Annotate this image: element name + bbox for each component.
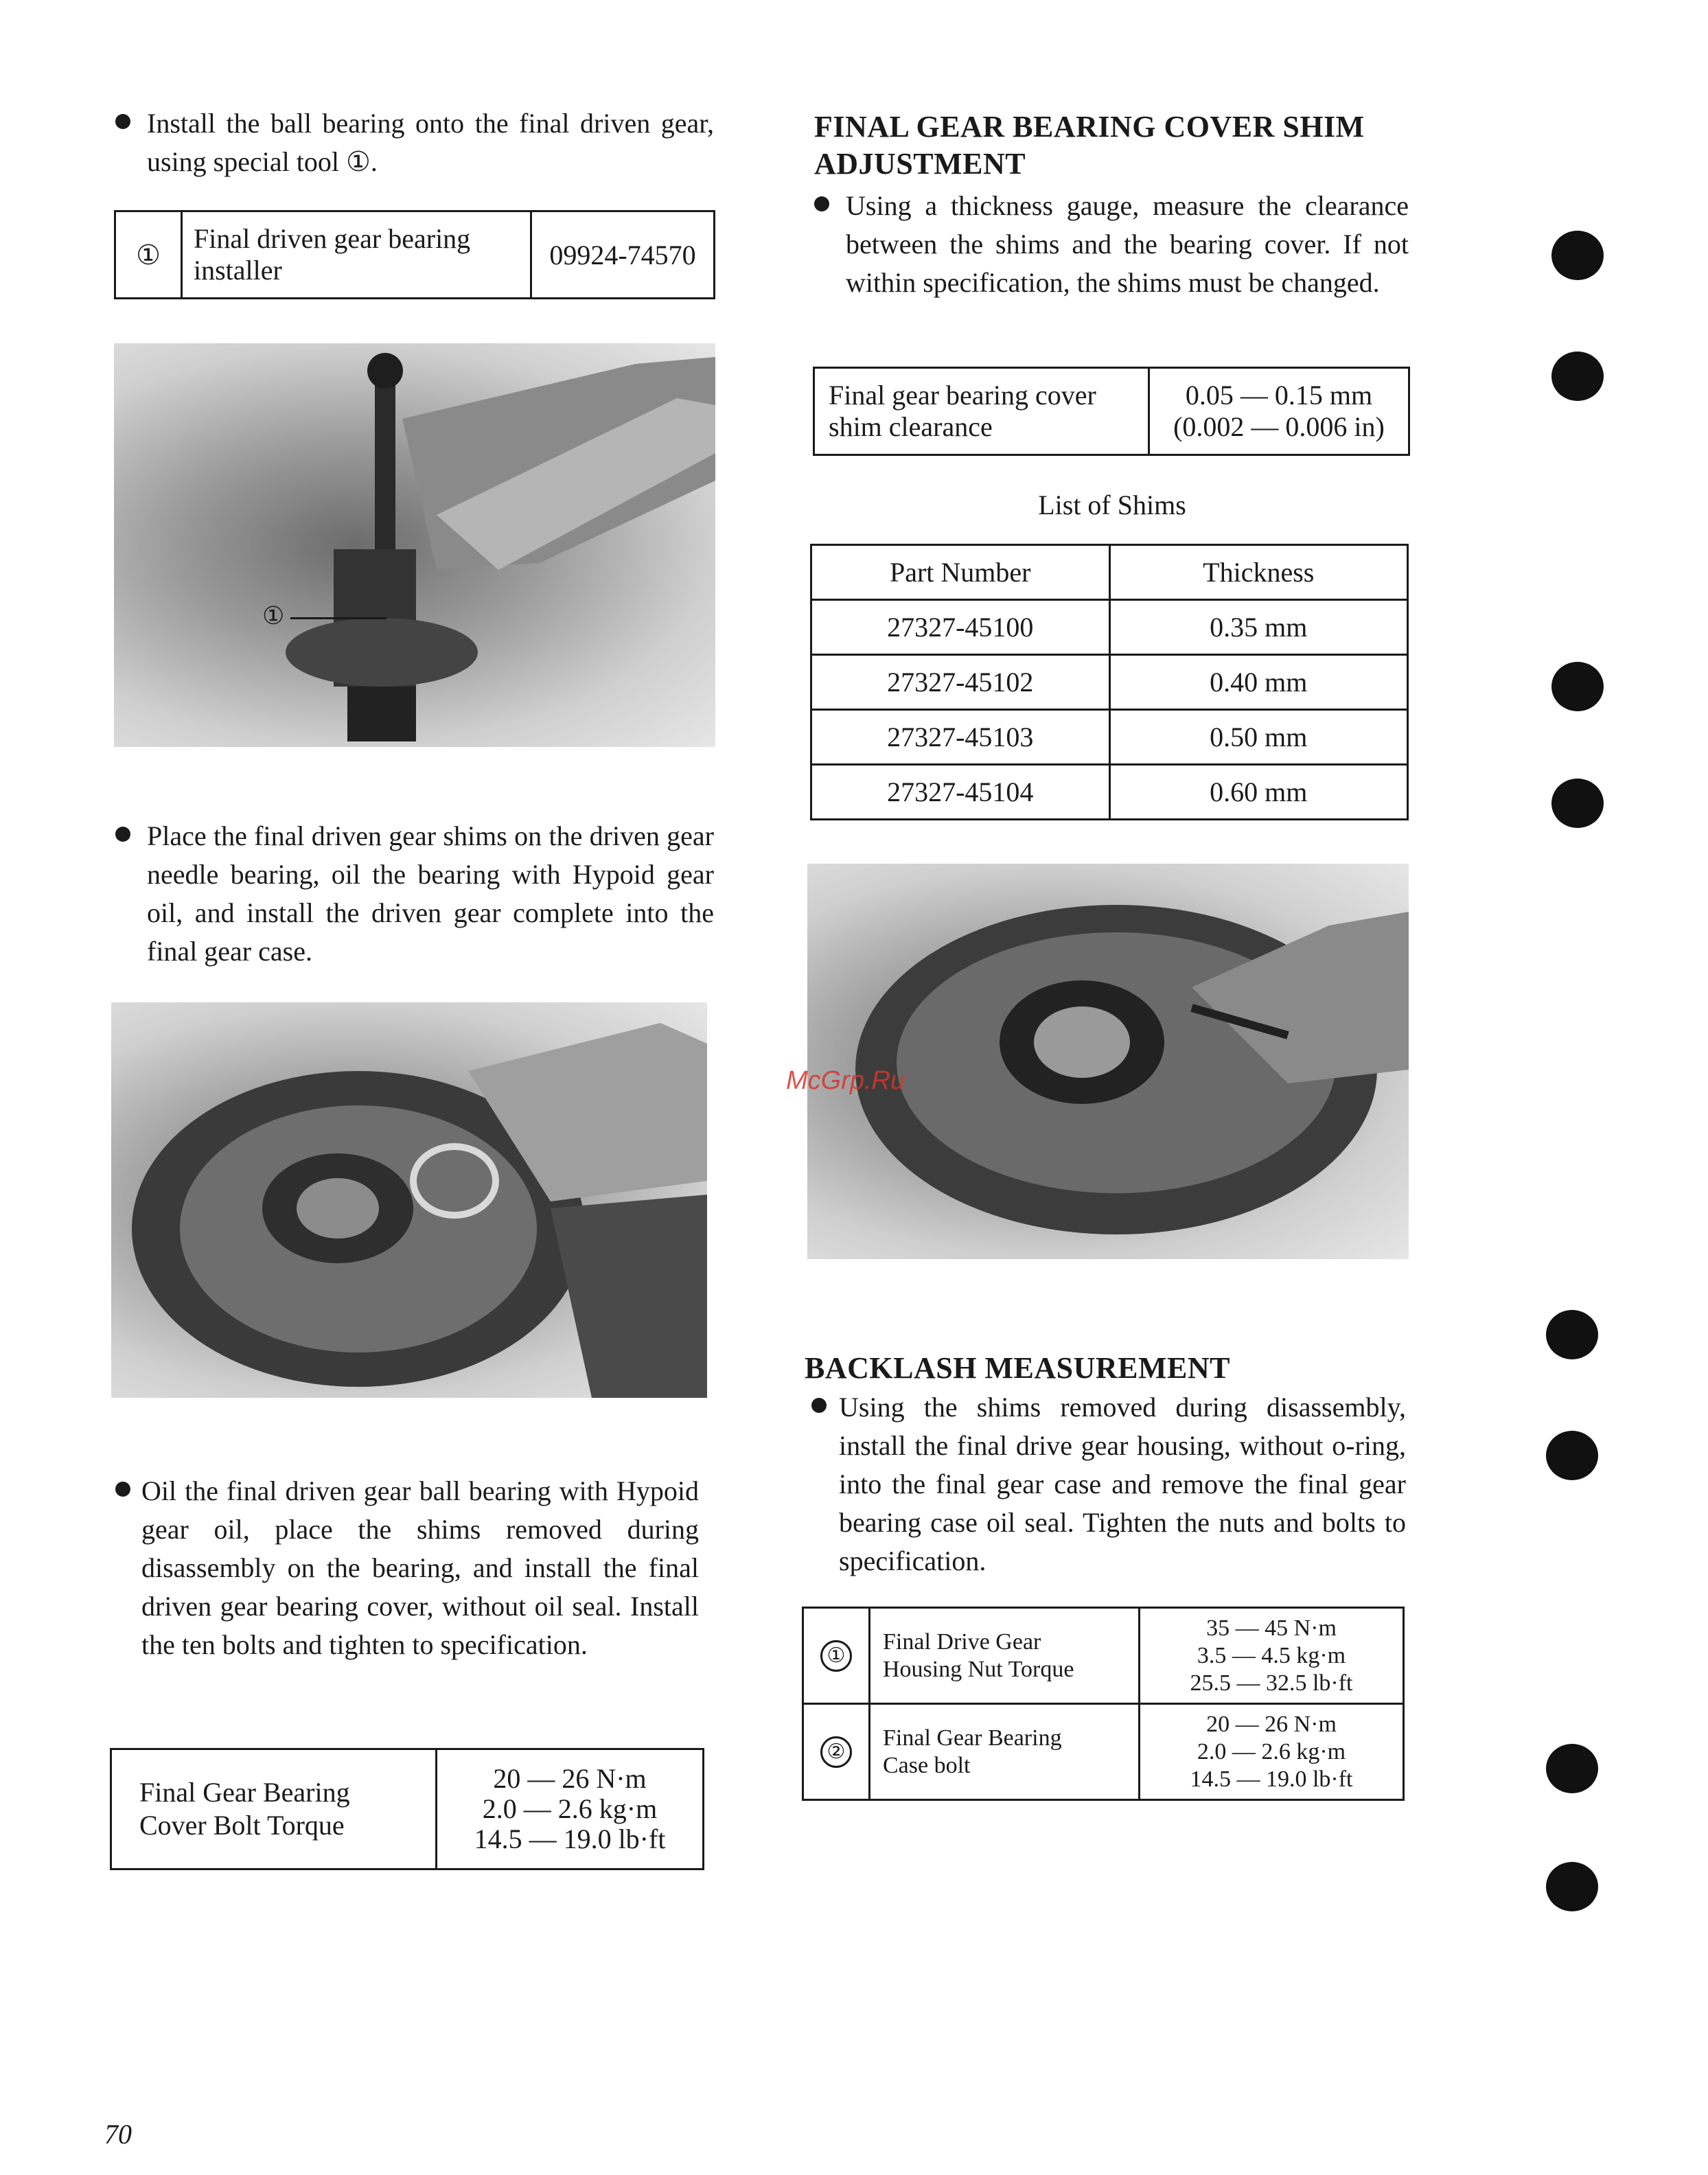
shims-table [810,544,1409,820]
backlash-torque-table [802,1607,1405,1801]
table-row [811,710,1408,765]
backlash-value-lbft: 14.5 — 19.0 lb·ft [1190,1766,1353,1792]
bullet-dot [814,196,829,211]
backlash-value-kgm: 3.5 — 4.5 kg·m [1197,1642,1346,1668]
shim-part: 27327-45104 [811,765,1110,820]
backlash-value-lbft: 25.5 — 32.5 lb·ft [1190,1670,1353,1696]
backlash-label-line1: Final Drive Gear [883,1629,1041,1655]
right-para-2 [839,1388,1406,1580]
backlash-label [870,1608,1140,1704]
backlash-label-line2: Case bolt [883,1752,971,1778]
binder-hole-mark [1551,662,1604,711]
photo-bearing-installer [114,343,715,747]
shims-header-thickness: Thickness [1109,545,1408,600]
bullet-dot [115,114,130,129]
photo-gear-case [111,1002,707,1398]
shim-part: 27327-45102 [811,655,1110,710]
tool-part-number: 09924-74570 [531,211,715,299]
left-para-3 [141,1472,699,1664]
heading-shim-adjustment-line1: FINAL GEAR BEARING COVER SHIM [814,110,1365,143]
clearance-label-line2: shim clearance [829,411,993,442]
torque-label-line2: Cover Bolt Torque [139,1810,345,1841]
page-number: 70 [104,2119,132,2150]
left-para-1 [147,104,714,181]
heading-backlash: BACKLASH MEASUREMENT [805,1351,1230,1385]
right-para-1 [846,187,1409,302]
photo-thickness-gauge [807,864,1409,1259]
clearance-value-in: (0.002 — 0.006 in) [1173,411,1385,442]
table-row [803,1704,1404,1800]
right-para-1-text: Using a thickness gauge, measure the clearance between the shims and the bearing cover. If not within specification, the shims must be changed. [846,190,1409,298]
bullet-dot [115,827,130,842]
right-para-2-text: Using the shims removed during disassembly, install the final drive gear housing, without o-ring, into the final gear case and remove the final gear bearing case oil seal. Tighten the nuts and bolts to specification. [839,1392,1406,1576]
left-para-1-text: Install the ball bearing onto the final driven gear, using special tool ①. [147,108,714,177]
clearance-value-mm: 0.05 — 0.15 mm [1185,380,1373,411]
bullet-dot [115,1482,130,1497]
torque-label-line1: Final Gear Bearing [139,1777,350,1808]
backlash-values [1140,1608,1404,1704]
shim-thickness: 0.60 mm [1109,765,1408,820]
tool-desc-line1: Final driven gear bearing [194,223,471,254]
shim-part: 27327-45103 [811,710,1110,765]
backlash-value-kgm: 2.0 — 2.6 kg·m [1197,1738,1346,1764]
heading-shim-adjustment [814,108,1365,183]
table-row [811,600,1408,655]
tool-desc-line2: installer [194,255,282,286]
clearance-label-line1: Final gear bearing cover [829,380,1096,411]
backlash-label-line2: Housing Nut Torque [883,1656,1074,1682]
table-row [803,1608,1404,1704]
callout-line [290,617,386,619]
backlash-label-line1: Final Gear Bearing [883,1725,1062,1751]
watermark: McGrp.Ru [786,1066,905,1095]
backlash-value-nm: 35 — 45 N·m [1206,1615,1337,1641]
shim-thickness: 0.35 mm [1109,600,1408,655]
shims-header-row [811,545,1408,600]
table-row [811,655,1408,710]
binder-hole-mark [1546,1310,1598,1359]
backlash-label [870,1704,1140,1800]
binder-hole-mark [1551,779,1604,828]
binder-hole-mark [1551,352,1604,401]
shim-thickness: 0.40 mm [1109,655,1408,710]
clearance-label [814,368,1149,455]
shim-clearance-table [813,367,1410,456]
left-para-2 [147,817,714,971]
left-para-2-text: Place the final driven gear shims on the driven gear needle bearing, oil the bearing with Hypoid gear oil, and install the driven gear complete into the final gear case. [147,820,714,967]
tool-desc [182,211,531,299]
clearance-values [1149,368,1409,455]
torque-value-kgm: 2.0 — 2.6 kg·m [482,1793,658,1824]
backlash-ref-label: ② [820,1736,852,1768]
cover-bolt-torque-table [110,1748,704,1870]
binder-hole-mark [1546,1744,1598,1793]
binder-hole-mark [1546,1431,1598,1480]
backlash-values [1140,1704,1404,1800]
torque-value-nm: 20 — 26 N·m [493,1763,647,1794]
torque-values [437,1749,704,1869]
left-para-3-text: Oil the final driven gear ball bearing with Hypoid gear oil, place the shims removed during disassembly on the bearing, and install the final driven gear bearing cover, without oil seal. Install the ten bolts and tighten to specification. [141,1475,699,1660]
backlash-ref [803,1608,870,1704]
shims-caption: List of Shims [1038,490,1186,520]
photo1-callout [262,601,386,630]
photo-thickness-gauge-art [807,864,1409,1259]
photo1-callout-label: ① [262,602,285,630]
binder-hole-mark [1551,231,1604,280]
heading-shim-adjustment-line2: ADJUSTMENT [814,147,1026,181]
shims-header-part: Part Number [811,545,1110,600]
photo-gear-case-art [111,1002,707,1398]
backlash-ref-label: ① [820,1640,852,1672]
tool-ref: ① [115,211,182,299]
backlash-ref [803,1704,870,1800]
shim-part: 27327-45100 [811,600,1110,655]
tool-table [114,210,715,299]
backlash-value-nm: 20 — 26 N·m [1206,1711,1337,1737]
bullet-dot [811,1398,827,1413]
table-row [811,765,1408,820]
torque-label [111,1749,437,1869]
shim-thickness: 0.50 mm [1109,710,1408,765]
photo-bearing-installer-art [114,343,715,747]
binder-hole-mark [1546,1862,1598,1911]
torque-value-lbft: 14.5 — 19.0 lb·ft [474,1823,666,1854]
